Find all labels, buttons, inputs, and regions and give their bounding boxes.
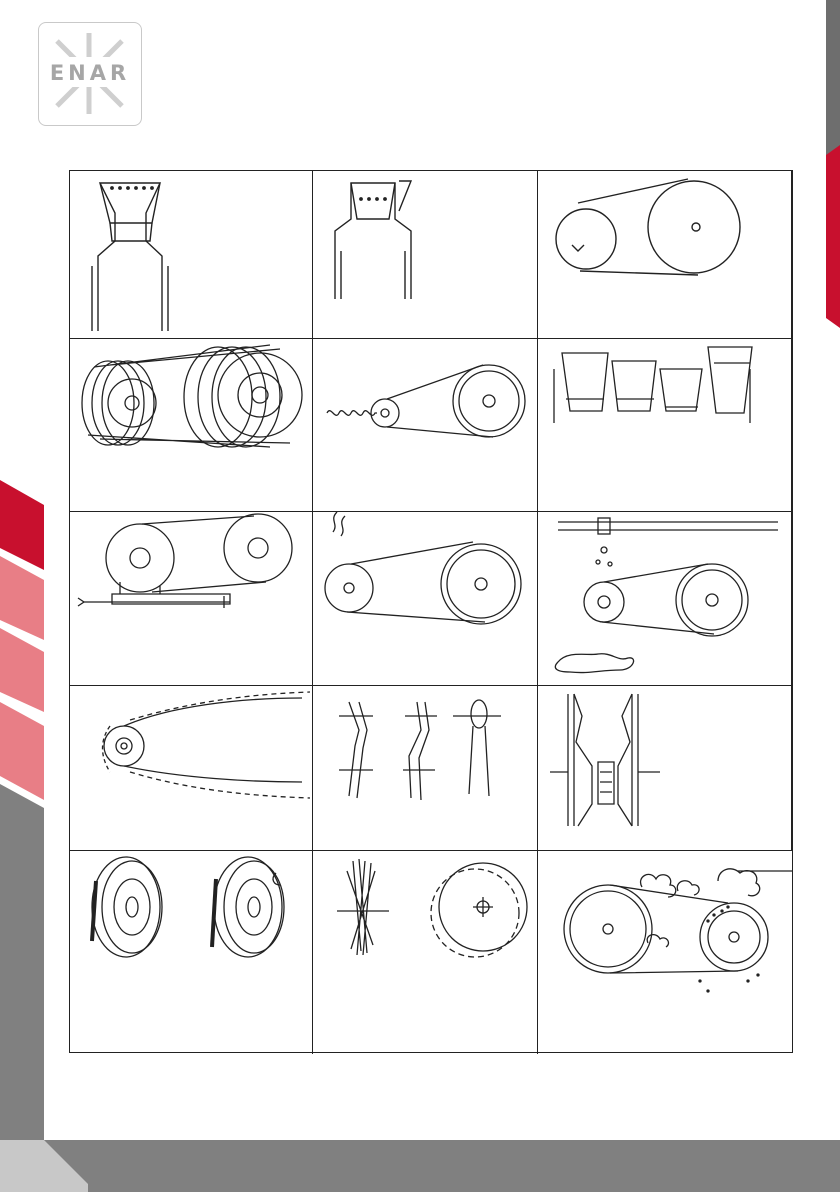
cell-r4-c3: [538, 686, 792, 851]
cell-r4-c1: [70, 686, 313, 851]
dirty-environment-belt-drive-icon: [538, 851, 792, 1054]
cell-r4-c2: [313, 686, 538, 851]
cell-r1-c3: [538, 171, 792, 339]
belt-in-groove-icon: [70, 171, 313, 339]
cell-r3-c2: [313, 512, 538, 686]
cell-r2-c1: [70, 339, 313, 512]
right-decorative-strip: [810, 0, 840, 1192]
slack-belt-drive-icon: [313, 339, 538, 512]
cell-r1-c1: [70, 171, 313, 339]
cell-r2-c3: [538, 339, 792, 512]
cell-r2-c2: [313, 339, 538, 512]
company-logo: [38, 22, 142, 126]
cell-r5-c2: [313, 851, 538, 1054]
hot-belt-drive-icon: [313, 512, 538, 686]
left-decorative-strip: [0, 0, 44, 1192]
multiple-belt-drive-icon: [70, 339, 313, 512]
cell-r3-c1: [70, 512, 313, 686]
belt-tensioning-slide-icon: [70, 512, 313, 686]
cell-r5-c1: [70, 851, 313, 1054]
cell-r1-c2: [313, 171, 538, 339]
bottom-band: [0, 1140, 840, 1192]
worn-groove-icon: [538, 686, 792, 851]
belt-wrap-small-pulley-icon: [70, 686, 313, 851]
cell-r5-c3: [538, 851, 792, 1054]
belt-height-comparison-icon: [538, 339, 792, 512]
oil-drip-belt-drive-icon: [538, 512, 792, 686]
belt-fault-illustration-grid: [69, 170, 793, 1053]
damaged-pulleys-icon: [70, 851, 313, 1054]
cell-r3-c3: [538, 512, 792, 686]
logo-text: ENAR: [49, 61, 131, 85]
bent-shaft-eccentric-pulley-icon: [313, 851, 538, 1054]
pulley-misalignment-icon: [313, 686, 538, 851]
belt-bottoming-groove-icon: [313, 171, 538, 339]
belt-drive-rotation-icon: [538, 171, 792, 339]
